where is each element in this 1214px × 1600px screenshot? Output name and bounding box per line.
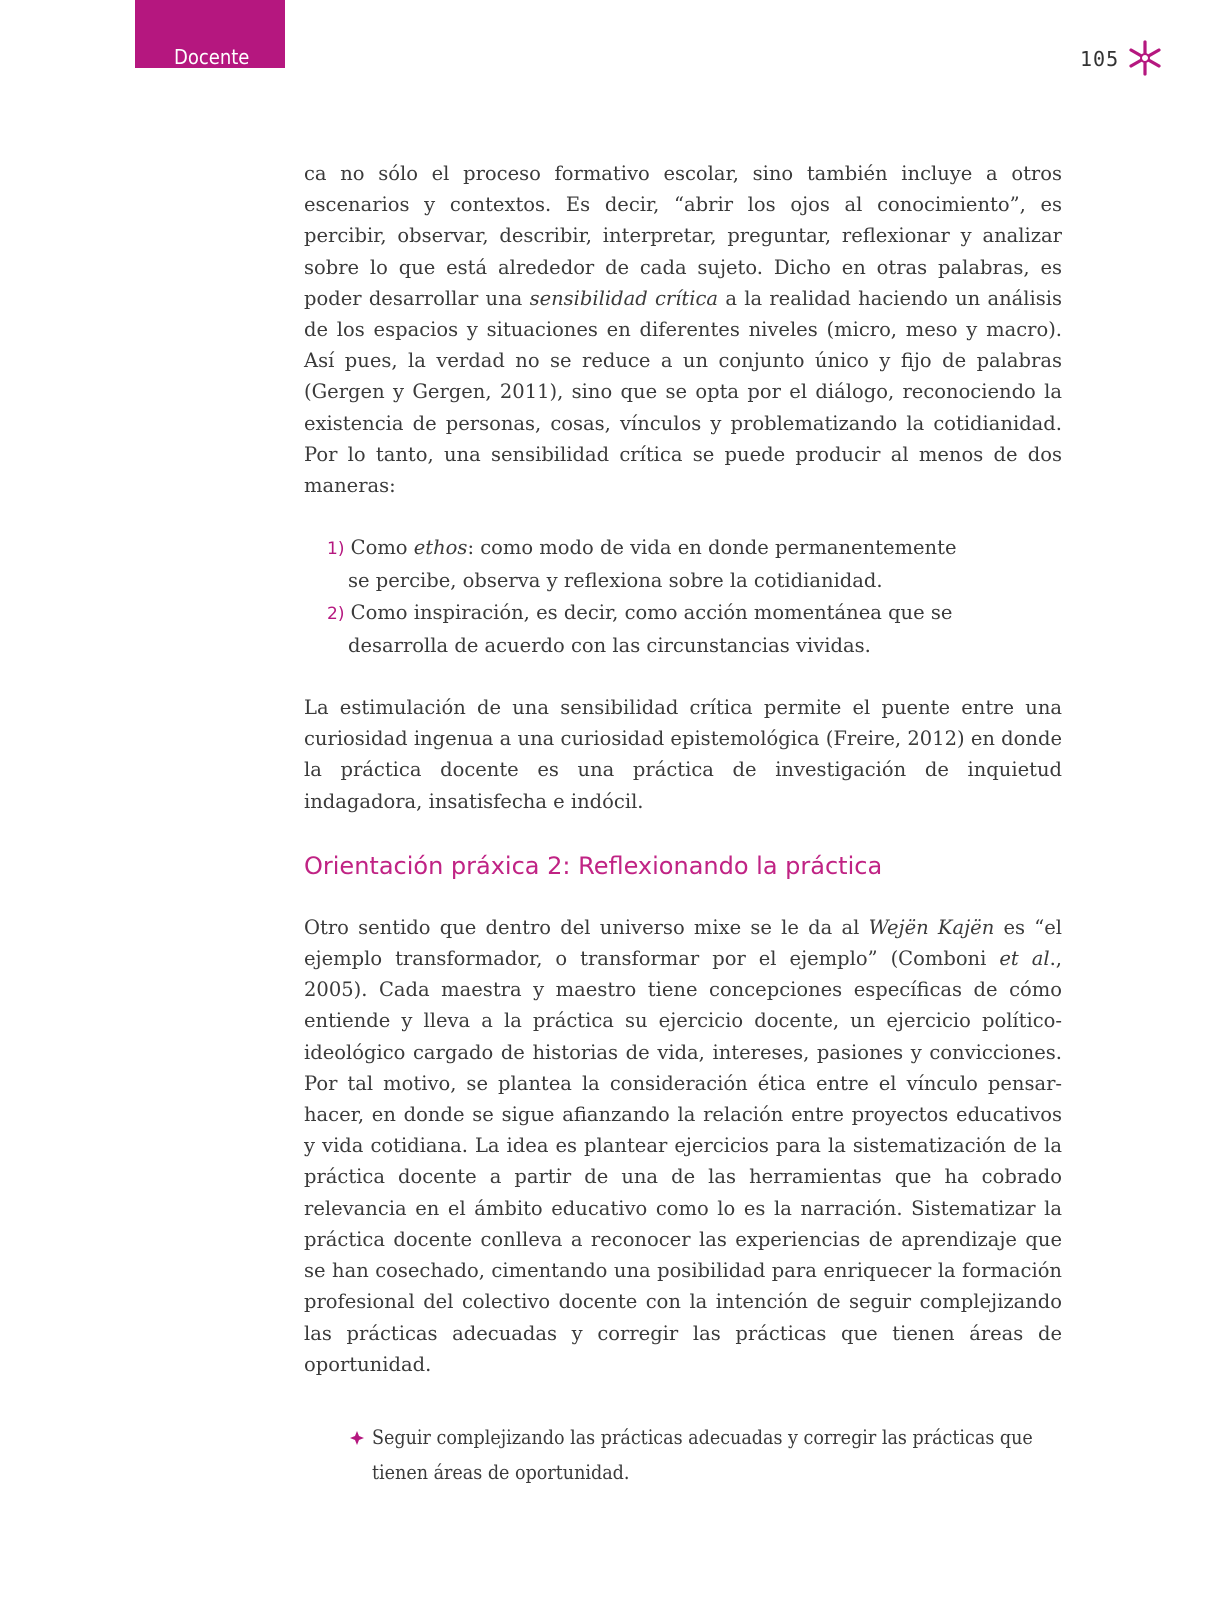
bullet-item: Seguir complejizando las prácticas adecuadas y corregir las prácticas que tienen áreas de oportunidad. (350, 1420, 1062, 1490)
diamond-cross-bullet-icon (350, 1431, 364, 1445)
page-number: 105 (1080, 47, 1120, 71)
list-item: 2) Como inspiración, es decir, como acción momentánea que se desarrolla de acuerdo con las circunstancias vividas. (327, 600, 953, 657)
main-content (304, 158, 1062, 1490)
section-tab (135, 0, 285, 68)
emphasis-wejen-kajen: Wejën Kajën (868, 915, 995, 939)
list-number: 2) (327, 603, 345, 624)
emphasis-ethos: ethos (413, 536, 468, 560)
asterisk-icon (1127, 40, 1163, 76)
paragraph-wejen-kajen: Otro sentido que dentro del universo mixe se le da al Wejën Kajën es “el ejemplo transformador, o transformar por el ejemplo” (Comboni et al., 2005). Cada maestra y maestro tiene concepciones específicas de cómo entiende y lleva a la práctica su ejercicio docente, un ejercicio político-ideológico cargado de historias de vida, intereses, pasiones y convicciones. Por tal motivo, se plantea la consideración ética entre el vínculo pensar-hacer, en donde se sigue afianzando la relación entre proyectos educativos y vida cotidiana. La idea es plantear ejercicios para la sistematización de la práctica docente a partir de una de las herramientas que ha cobrado relevancia en el ámbito educativo como lo es la narración. Sistematizar la práctica docente conlleva a reconocer las experiencias de aprendizaje que se han cosechado, cimentando una posibilidad para enriquecer la formación profesional del colectivo docente con la intención de seguir complejizando las prácticas adecuadas y corregir las prácticas que tienen áreas de oportunidad. (304, 915, 1063, 1376)
emphasis-et-al: et al (999, 947, 1050, 971)
section-label: Docente (174, 45, 250, 69)
bullet-list (350, 1420, 1062, 1490)
list-item: 1) Como ethos: como modo de vida en donde permanentemente se percibe, observa y reflexiona sobre la cotidianidad. (327, 536, 957, 593)
emphasis-sensibilidad-critica: sensibilidad crítica (529, 286, 719, 310)
numbered-list (304, 532, 1062, 661)
paragraph-curiosity: La estimulación de una sensibilidad crítica permite el puente entre una curiosidad ingenua a una curiosidad epistemológica (Freire, 2012) en donde la práctica docente es una práctica de investigación de inquietud indagadora, insatisfecha e indócil. (304, 696, 1062, 813)
paragraph-intro: ca no sólo el proceso formativo escolar, sino también incluye a otros escenarios y contextos. Es decir, “abrir los ojos al conocimiento”, es percibir, observar, describir, interpretar, preguntar, reflexionar y analizar sobre lo que está alrededor de cada sujeto. Dicho en otras palabras, es poder desarrollar una sensibilidad crítica a la realidad haciendo un análisis de los espacios y situaciones en diferentes niveles (micro, meso y macro). Así pues, la verdad no se reduce a un conjunto único y fijo de palabras (Gergen y Gergen, 2011), sino que se opta por el diálogo, reconociendo la existencia de personas, cosas, vínculos y problematizando la cotidianidad. Por lo tanto, una sensibilidad crítica se puede producir al menos de dos maneras: (304, 162, 1062, 498)
section-heading: Orientación práxica 2: Reflexionando la práctica (304, 851, 883, 880)
list-number: 1) (327, 539, 345, 560)
